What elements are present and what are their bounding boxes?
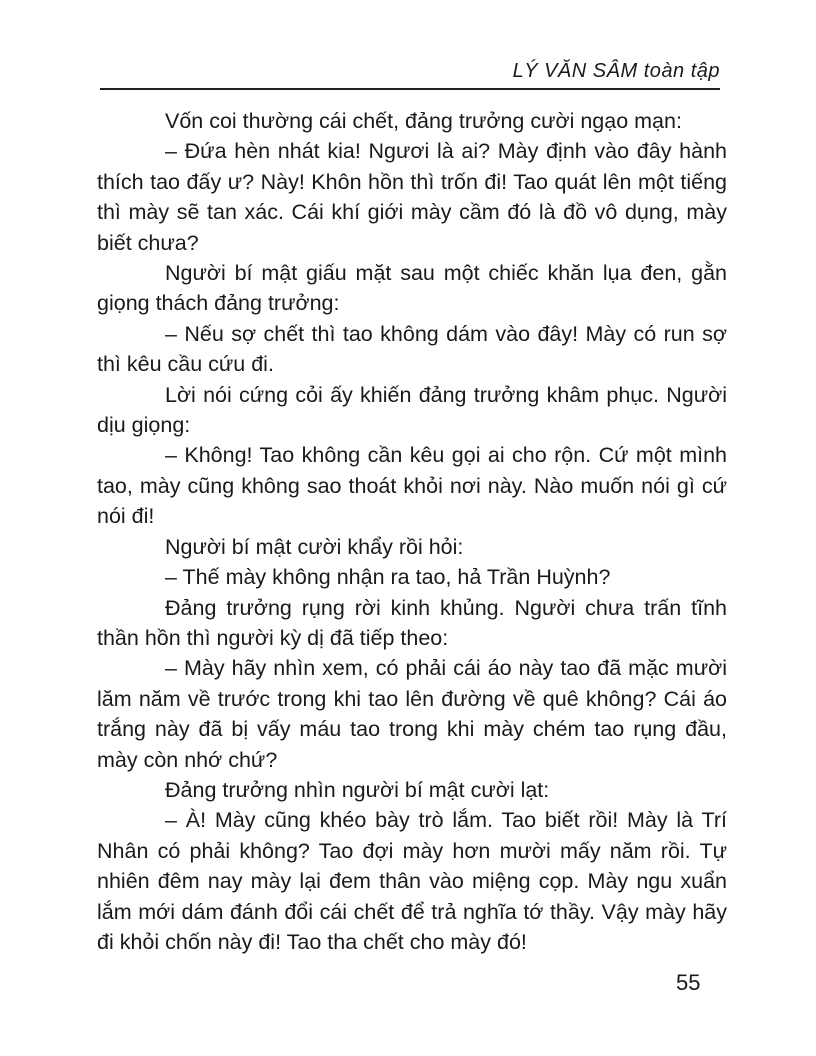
- paragraph: – Nếu sợ chết thì tao không dám vào đây! Mày có run sợ thì kêu cầu cứu đi.: [97, 321, 727, 377]
- book-title: LÝ VĂN SÂM toàn tập: [512, 60, 720, 82]
- page-body: [97, 106, 727, 957]
- paragraph: Lời nói cứng cỏi ấy khiến đảng trưởng khâm phục. Người dịu giọng:: [97, 382, 727, 438]
- paragraph: – Thế mày không nhận ra tao, hả Trần Huỳnh?: [165, 565, 611, 590]
- paragraph: Người bí mật cười khẩy rồi hỏi:: [165, 534, 464, 559]
- paragraph: Vốn coi thường cái chết, đảng trưởng cười ngạo mạn:: [165, 109, 682, 133]
- page-number: 55: [676, 970, 701, 995]
- paragraph: Đảng trưởng nhìn người bí mật cười lạt:: [165, 777, 550, 802]
- running-header: [100, 58, 720, 90]
- paragraph: – Đứa hèn nhát kia! Ngươi là ai? Mày định vào đây hành thích tao đấy ư? Này! Khôn hồn thì trốn đi! Tao quát lên một tiếng thì mày sẽ tan xác. Cái khí giới mày cầm đó là đồ vô dụng, mày biết chưa?: [97, 139, 727, 255]
- paragraph: – Không! Tao không cần kêu gọi ai cho rộn. Cứ một mình tao, mày cũng không sao thoát khỏi nơi này. Nào muốn nói gì cứ nói đi!: [97, 443, 727, 529]
- paragraph: Đảng trưởng rụng rời kinh khủng. Người chưa trấn tĩnh thần hồn thì người kỳ dị đã tiếp theo:: [97, 595, 727, 650]
- paragraph: – À! Mày cũng khéo bày trò lắm. Tao biết rồi! Mày là Trí Nhân có phải không? Tao đợi mày hơn mười mấy năm rồi. Tự nhiên đêm nay mày lại đem thân vào miệng cọp. Mày ngu xuẩn lắm mới dám đánh đổi cái chết để trả nghĩa tớ thầy. Vậy mày hãy đi khỏi chốn này đi! Tao tha chết cho mày đó!: [97, 808, 727, 954]
- paragraph: Người bí mật giấu mặt sau một chiếc khăn lụa đen, gằn giọng thách đảng trưởng:: [97, 261, 727, 316]
- paragraph: – Mày hãy nhìn xem, có phải cái áo này tao đã mặc mười lăm năm về trước trong khi tao lên đường về quê không? Cái áo trắng này đã bị vấy máu tao trong khi mày chém tao rụng đầu, mày còn nhớ chứ?: [97, 656, 727, 772]
